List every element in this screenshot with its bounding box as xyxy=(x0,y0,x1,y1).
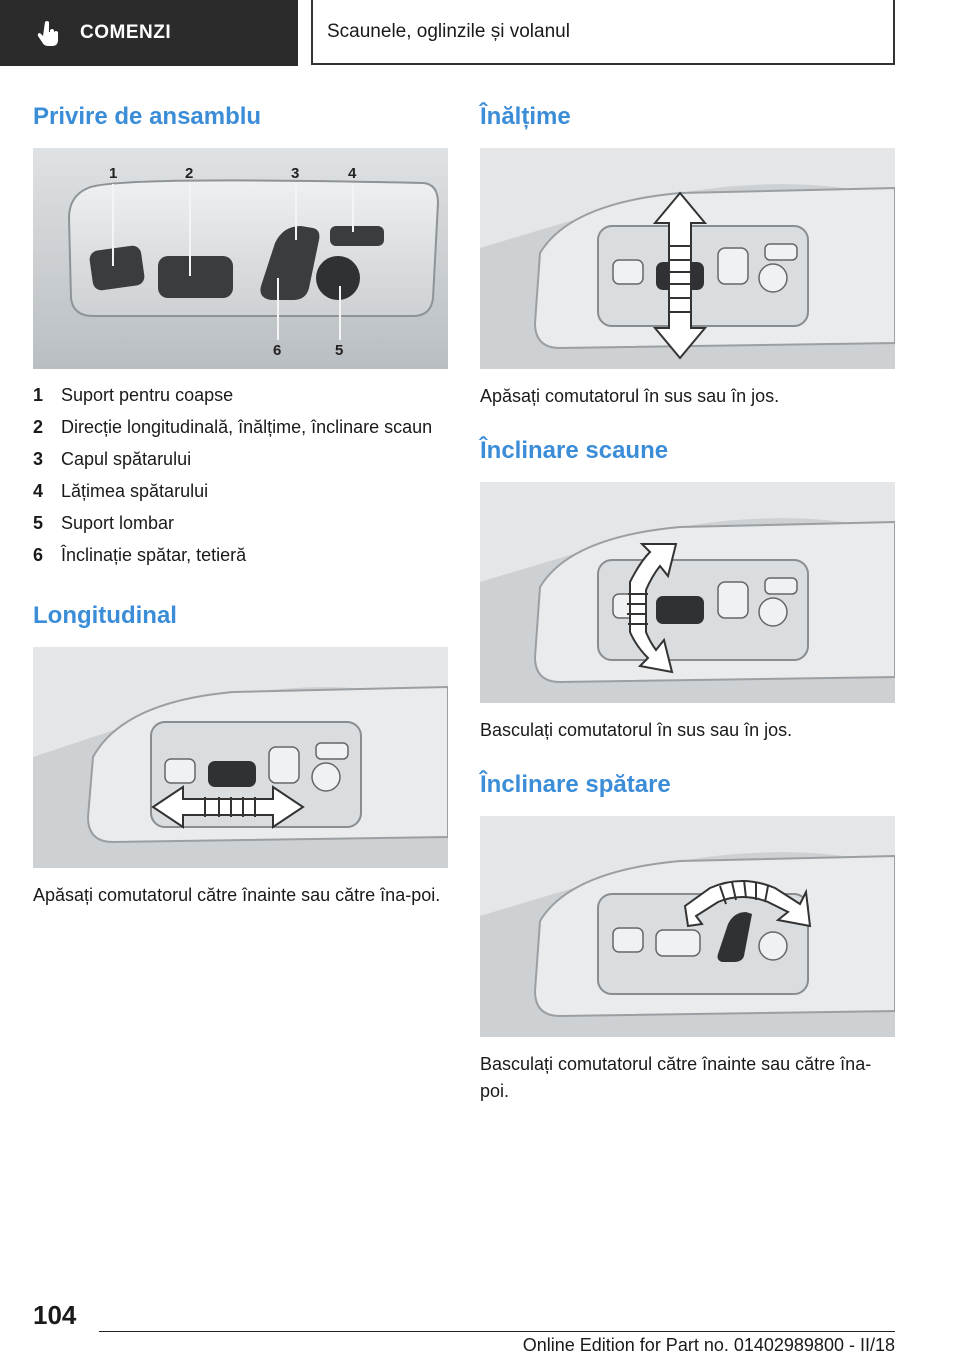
height-caption: Apăsați comutatorul în sus sau în jos. xyxy=(480,386,780,406)
callout-4: 4 xyxy=(348,165,357,182)
list-item: 4 Lățimea spătarului xyxy=(33,481,209,501)
height-heading: Înălțime xyxy=(480,103,571,130)
footer-divider xyxy=(99,1331,895,1332)
list-item: 3 Capul spătarului xyxy=(33,449,192,469)
section-title: Scaunele, oglinzile și volanul xyxy=(311,0,895,65)
list-item: 5 Suport lombar xyxy=(33,513,175,533)
left-column xyxy=(33,100,448,909)
callout-6: 6 xyxy=(273,342,282,359)
callout-3: 3 xyxy=(291,165,300,182)
backrest-tilt-heading: Înclinare spătare xyxy=(480,771,671,798)
seat-tilt-figure xyxy=(480,482,895,703)
longitudinal-heading: Longitudinal xyxy=(33,602,177,629)
list-item: 1 Suport pentru coapse xyxy=(33,385,234,405)
page-number: 104 xyxy=(33,1300,77,1330)
backrest-tilt-caption: Basculați comutatorul către înainte sau către îna-poi. xyxy=(480,1054,872,1101)
overview-list xyxy=(33,383,448,568)
height-figure xyxy=(480,148,895,369)
chapter-label: COMENZI xyxy=(80,22,172,43)
right-column xyxy=(480,100,895,1105)
overview-heading: Privire de ansamblu xyxy=(33,103,262,130)
longitudinal-figure xyxy=(33,647,448,868)
callout-5: 5 xyxy=(335,342,344,359)
seat-tilt-caption: Basculați comutatorul în sus sau în jos. xyxy=(480,720,793,740)
seat-controls-overview-figure xyxy=(33,148,448,369)
seat-tilt-heading: Înclinare scaune xyxy=(480,437,669,464)
chapter-tab[interactable] xyxy=(0,0,298,66)
footer-edition: Online Edition for Part no. 01402989800 - II/18 xyxy=(522,1335,895,1355)
list-item: 6 Înclinație spătar, tetieră xyxy=(33,545,247,565)
list-item: 2 Direcție longitudinală, înălțime, înclinare scaun xyxy=(33,417,433,437)
hand-pointer-icon xyxy=(34,18,64,48)
callout-2: 2 xyxy=(185,165,194,182)
longitudinal-caption: Apăsați comutatorul către înainte sau către îna-poi. xyxy=(33,885,441,905)
backrest-tilt-figure xyxy=(480,816,895,1037)
callout-1: 1 xyxy=(109,165,118,182)
